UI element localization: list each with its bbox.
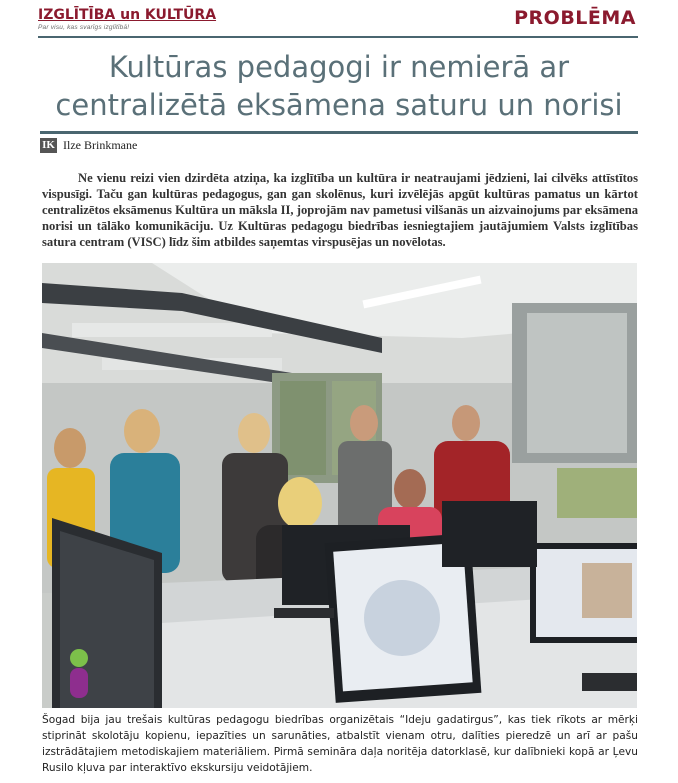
section-label: PROBLĒMA — [514, 7, 636, 29]
byline-badge: IK — [40, 138, 57, 153]
photo-caption: Šogad bija jau trešais kultūras pedagogu biedrības organizētais “Ideju gadatirgus”, kas tiek rīkots ar mērķi stiprināt skolotāju kopienu, iepazīties un sarunāties, atbalstīt vienam otru, dalīties pieredzē un arī ar pašu izstrādātajiem metodiskajiem materiāliem. Pirmā semināra daļa noritēja datorklasē, kur dalībnieki kopā ar Ļevu Rusilo kļuva par interaktīvo ekskursiju veidotājiem. — [42, 714, 638, 774]
classroom-photo-illustration — [42, 263, 637, 708]
article-title: Kultūras pedagogi ir nemierā ar centralizētā eksāmena saturu un norisi — [55, 50, 623, 122]
logo-wordmark: IZGLĪTĪBA un KULTŪRA — [38, 7, 217, 23]
author-name: Ilze Brinkmane — [63, 137, 138, 152]
logo-tagline: Par visu, kas svarīgs izglītībā! — [38, 24, 130, 31]
title-divider — [40, 131, 638, 134]
article-photo — [42, 263, 637, 708]
header-divider — [38, 36, 638, 38]
byline — [40, 137, 137, 153]
lead-paragraph: Ne vienu reizi vien dzirdēta atziņa, ka izglītība un kultūra ir neatraujami jēdzieni, lai cilvēks attīstītos vispusīgi. Taču gan kultūras pedagogus, gan gan skolēnus, kuri izvēlējās apgūt kultūras pamatus un kārtot centralizētos eksāmenus Kultūra un māksla II, joprojām nav pametusi vilšanās un aizvainojums par eksāmena norisi un tālāko komunikāciju. Uz Kultūras pedagogu biedrības iesniegtajiem jautājumiem Valsts izglītības satura centram (VISC) līdz šim atbildes saņemtas virspusējas un novēlotas. — [42, 171, 638, 249]
magazine-logo — [38, 8, 216, 31]
page-header — [0, 0, 678, 40]
